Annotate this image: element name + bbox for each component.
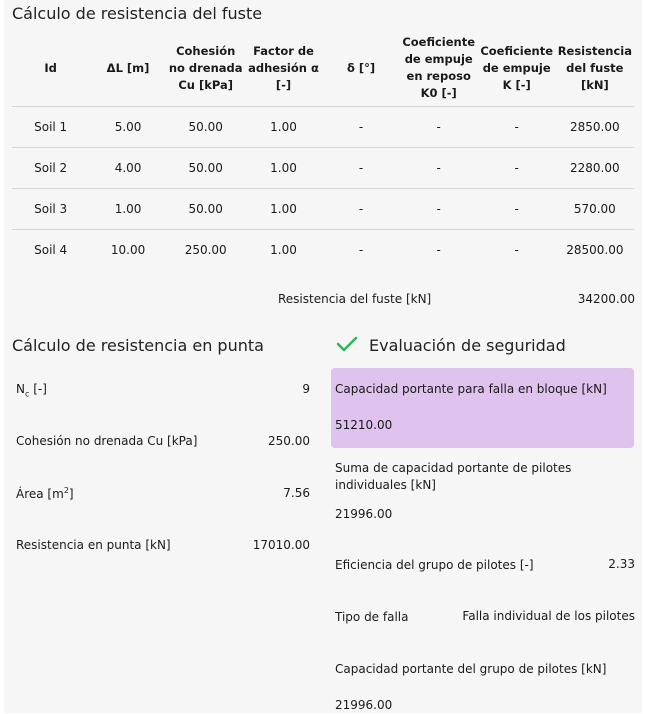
table-row — [12, 107, 634, 148]
cell-delta: - — [322, 107, 399, 148]
bloque-highlight-card — [331, 368, 634, 448]
bloque-value: 51210.00 — [335, 418, 393, 432]
cell-cu: 250.00 — [184, 243, 227, 257]
header-resistencia: Resistencia del fuste [kN] — [556, 30, 634, 107]
tipo-falla-value: Falla individual de los pilotes — [462, 609, 635, 623]
punta-cohesion-label: Cohesión no drenada Cu [kPa] — [16, 434, 198, 448]
cell-id: Soil 3 — [12, 189, 89, 230]
cell-delta: - — [358, 243, 364, 257]
cell-alpha: 1.00 — [245, 148, 323, 189]
punta-section-title: Cálculo de resistencia en punta — [12, 336, 264, 355]
cell-k0: - — [436, 243, 441, 257]
cell-k: - — [478, 148, 556, 189]
evaluacion-section-title: Evaluación de seguridad — [369, 336, 566, 355]
cell-delta: - — [322, 148, 399, 189]
grupo-value: 21996.00 — [335, 698, 393, 712]
cell-delta: - — [322, 189, 399, 230]
eficiencia-value: 2.33 — [608, 557, 635, 571]
cell-dl: 5.00 — [89, 107, 166, 148]
cell-id: Soil 2 — [12, 148, 89, 189]
cell-dl: 10.00 — [110, 243, 146, 257]
header-id: Id — [12, 30, 89, 107]
area-value: 7.56 — [283, 486, 310, 500]
cell-alpha: 1.00 — [245, 107, 323, 148]
punta-resistencia-value: 17010.00 — [252, 538, 310, 552]
area-label: Área $[m^2]$ — [16, 486, 74, 501]
fuste-table — [12, 30, 634, 270]
table-header-row — [12, 30, 634, 107]
punta-resistencia-label: Resistencia en punta [kN] — [16, 538, 171, 552]
cell-k: - — [478, 107, 556, 148]
cell-res: 28500.00 — [566, 243, 624, 257]
fuste-total-value: 34200.00 — [577, 292, 635, 306]
cell-k: - — [478, 189, 556, 230]
eficiencia-label: Eficiencia del grupo de pilotes [-] — [335, 558, 534, 572]
header-adhesion: Factor de adhesión α [-] — [245, 30, 323, 107]
cell-alpha: 1.00 — [270, 243, 297, 257]
check-icon — [336, 335, 358, 353]
nc-value: 9 — [302, 382, 310, 396]
punta-cohesion-value: 250.00 — [268, 434, 310, 448]
cell-k0: - — [400, 148, 478, 189]
cell-cu: 50.00 — [167, 148, 245, 189]
fuste-section-title: Cálculo de resistencia del fuste — [12, 4, 263, 23]
cell-alpha: 1.00 — [245, 189, 323, 230]
cell-res: 570.00 — [556, 189, 634, 230]
tipo-falla-label: Tipo de falla — [335, 610, 409, 624]
header-k: Coeficiente de empuje K [-] — [478, 30, 556, 107]
cell-id: Soil 1 — [12, 107, 89, 148]
cell-id: Soil 4 — [34, 243, 68, 257]
cell-res: 2850.00 — [556, 107, 634, 148]
nc-label: $N_c$ [-] — [16, 382, 47, 399]
cell-res: 2280.00 — [556, 148, 634, 189]
cell-dl: 4.00 — [89, 148, 166, 189]
fuste-total-label: Resistencia del fuste [kN] — [278, 292, 432, 306]
header-cohesion: Cohesión no drenada Cu [kPa] — [167, 30, 245, 107]
header-k0: Coeficiente de empuje en reposo K0 [-] — [400, 30, 478, 107]
cell-k0: - — [400, 107, 478, 148]
cell-cu: 50.00 — [167, 189, 245, 230]
cell-k0: - — [400, 189, 478, 230]
grupo-label: Capacidad portante del grupo de pilotes [kN] — [335, 662, 607, 676]
header-delta-angle: δ [°] — [322, 30, 399, 107]
bloque-label: Capacidad portante para falla en bloque [kN] — [335, 382, 607, 396]
cell-dl: 1.00 — [89, 189, 166, 230]
suma-label: Suma de capacidad portante de pilotes individuales [kN] — [335, 461, 572, 492]
table-row — [12, 189, 634, 230]
cell-cu: 50.00 — [167, 107, 245, 148]
table-row — [12, 230, 634, 271]
header-delta-l: ΔL [m] — [89, 30, 166, 107]
cell-k: - — [514, 243, 519, 257]
table-row — [12, 148, 634, 189]
suma-value: 21996.00 — [335, 507, 393, 521]
